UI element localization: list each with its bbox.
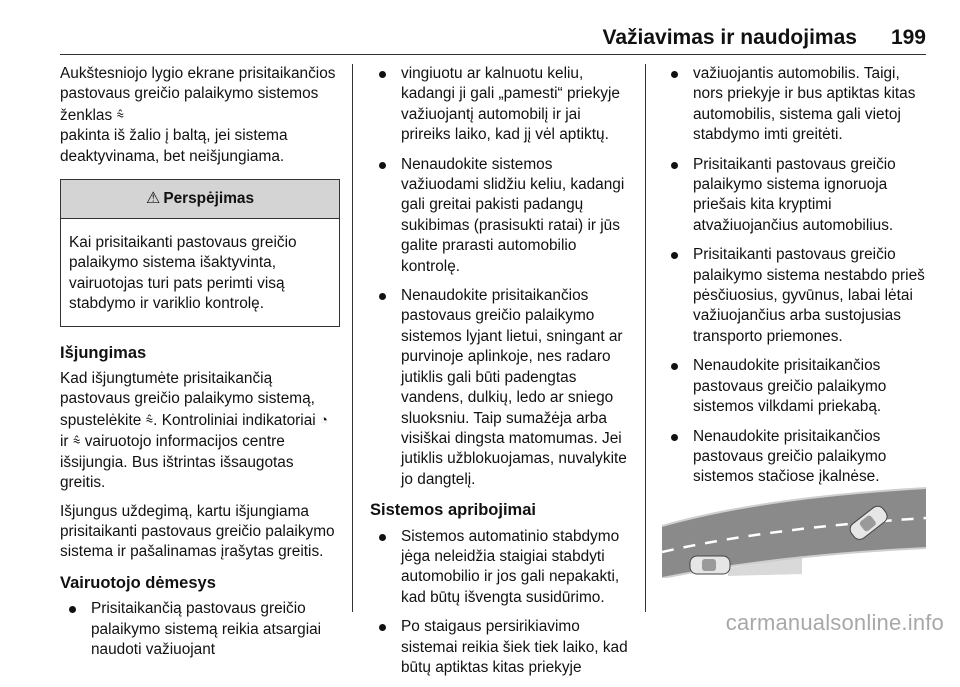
column-3 <box>662 64 930 528</box>
limits-list <box>370 527 634 679</box>
warning-header <box>61 180 339 219</box>
attention-list <box>60 599 340 660</box>
off-paragraph-2: Išjungus uždegimą, kartu išjungiama prisitaikanti pastovaus greičio palaikymo sistema ir pašalinamas įrašytas greitis. <box>60 502 335 561</box>
list-item: Nenaudokite prisitaikančios pastovaus greičio palaikymo sistemos vilkdami priekabą. <box>662 356 930 417</box>
column-divider-1 <box>352 64 353 612</box>
warning-triangle-icon: ⚠ <box>145 189 161 207</box>
list-item: Nenaudokite prisitaikančios pastovaus greičio palaikymo sistemos lyjant lietui, sningant ar purvinoje aplinkoje, nes radaro jutiklis gali būti padengtas vandens, dulkių, ledo ar sniego sluoksniu. Taip sumažėja arba visiškai dingsta matomumas. Jei jutiklis užblokuojamas, nuvalykite jo dangtelį. <box>370 286 634 490</box>
curve-illustration <box>662 486 926 578</box>
adaptive-cruise-icon: ⩯ <box>116 106 125 122</box>
list-item-continued: vingiuotu ar kalnuotu keliu, kadangi ji gali „pamesti“ priekyje važiuojantį automobilį ir jai prireiks laiko, kad jį vėl aptiktų. <box>370 64 634 146</box>
intro-paragraph: Aukštesniojo lygio ekrane prisitaikančios pastovaus greičio palaikymo sistemos ženklas ⩯ pakinta iš žalio į baltą, jei sistema deaktyvinama, bet neišjungiama. <box>60 65 336 165</box>
list-item: Nenaudokite prisitaikančios pastovaus greičio palaikymo sistemos stačiose įkalnėse. <box>662 427 930 488</box>
watermark: carmanualsonline.info <box>725 610 944 635</box>
list-item: Prisitaikančią pastovaus greičio palaikymo sistemą reikia atsargiai naudoti važiuojant <box>60 599 340 660</box>
page-number: 199 <box>890 26 926 49</box>
list-item: Prisitaikanti pastovaus greičio palaikymo sistema ignoruoja priešais kita kryptimi atvažiuojančius automobilius. <box>662 155 930 237</box>
warning-box <box>60 179 340 327</box>
list-item: Prisitaikanti pastovaus greičio palaikymo sistema nestabdo prieš pėsčiuosius, gyvūnus, labai lėtai važiuojančius arba sustojusias transporto priemones. <box>662 245 930 347</box>
column-divider-2 <box>645 64 646 612</box>
list-item-continued: važiuojantis automobilis. Taigi, nors priekyje ir bus aptiktas kitas automobilis, sistema gali vietoj stabdymo imti greitėti. <box>662 64 930 146</box>
column-2 <box>370 64 634 687</box>
heading-driver-attention: Vairuotojo dėmesys <box>60 573 216 592</box>
page-title: Važiavimas ir naudojimas <box>602 26 857 49</box>
off-paragraph-1: Kad išjungtumėte prisitaikančią pastovaus greičio palaikymo sistemą, spustelėkite ⩯. Kontroliniai indikatoriai ◔ ir ⩯ vairuotojo informacijos centre išsijungia. Bus ištrintas išsaugotas greitis. <box>60 370 328 492</box>
list-item: Po staigaus persirikiavimo sistemai reikia šiek tiek laiko, kad būtų aptiktas kitas priekyje <box>370 617 634 678</box>
heading-system-limits: Sistemos apribojimai <box>370 501 536 520</box>
adaptive-cruise-icon: ⩯ <box>72 433 81 449</box>
attention-list-cont <box>370 64 634 490</box>
limits-list-cont <box>662 64 930 488</box>
column-1 <box>60 64 340 669</box>
curve-illustration-svg <box>662 486 926 578</box>
list-item: Sistemos automatinio stabdymo jėga neleidžia staigiai stabdyti automobilio ir jos gali nepakakti, kad būtų išvengta susidūrimo. <box>370 527 634 609</box>
header-rule <box>60 54 926 55</box>
heading-off: Išjungimas <box>60 343 147 362</box>
own-car <box>690 556 730 574</box>
cruise-control-icon: ◔ <box>319 411 328 427</box>
warning-title: Perspėjimas <box>163 189 255 207</box>
list-item: Nenaudokite sistemos važiuodami slidžiu keliu, kadangi gali greitai pakisti padangų sukibimas (prasisukti ratai) ir jūs galite prarasti automobilio kontrolę. <box>370 155 634 277</box>
warning-text: Kai prisitaikanti pastovaus greičio palaikymo sistema išaktyvinta, vairuotojas turi pats perimti visą stabdymo ir variklio kontrolę. <box>69 234 297 313</box>
page-header <box>60 26 926 50</box>
adaptive-cruise-icon: ⩯ <box>145 411 154 427</box>
